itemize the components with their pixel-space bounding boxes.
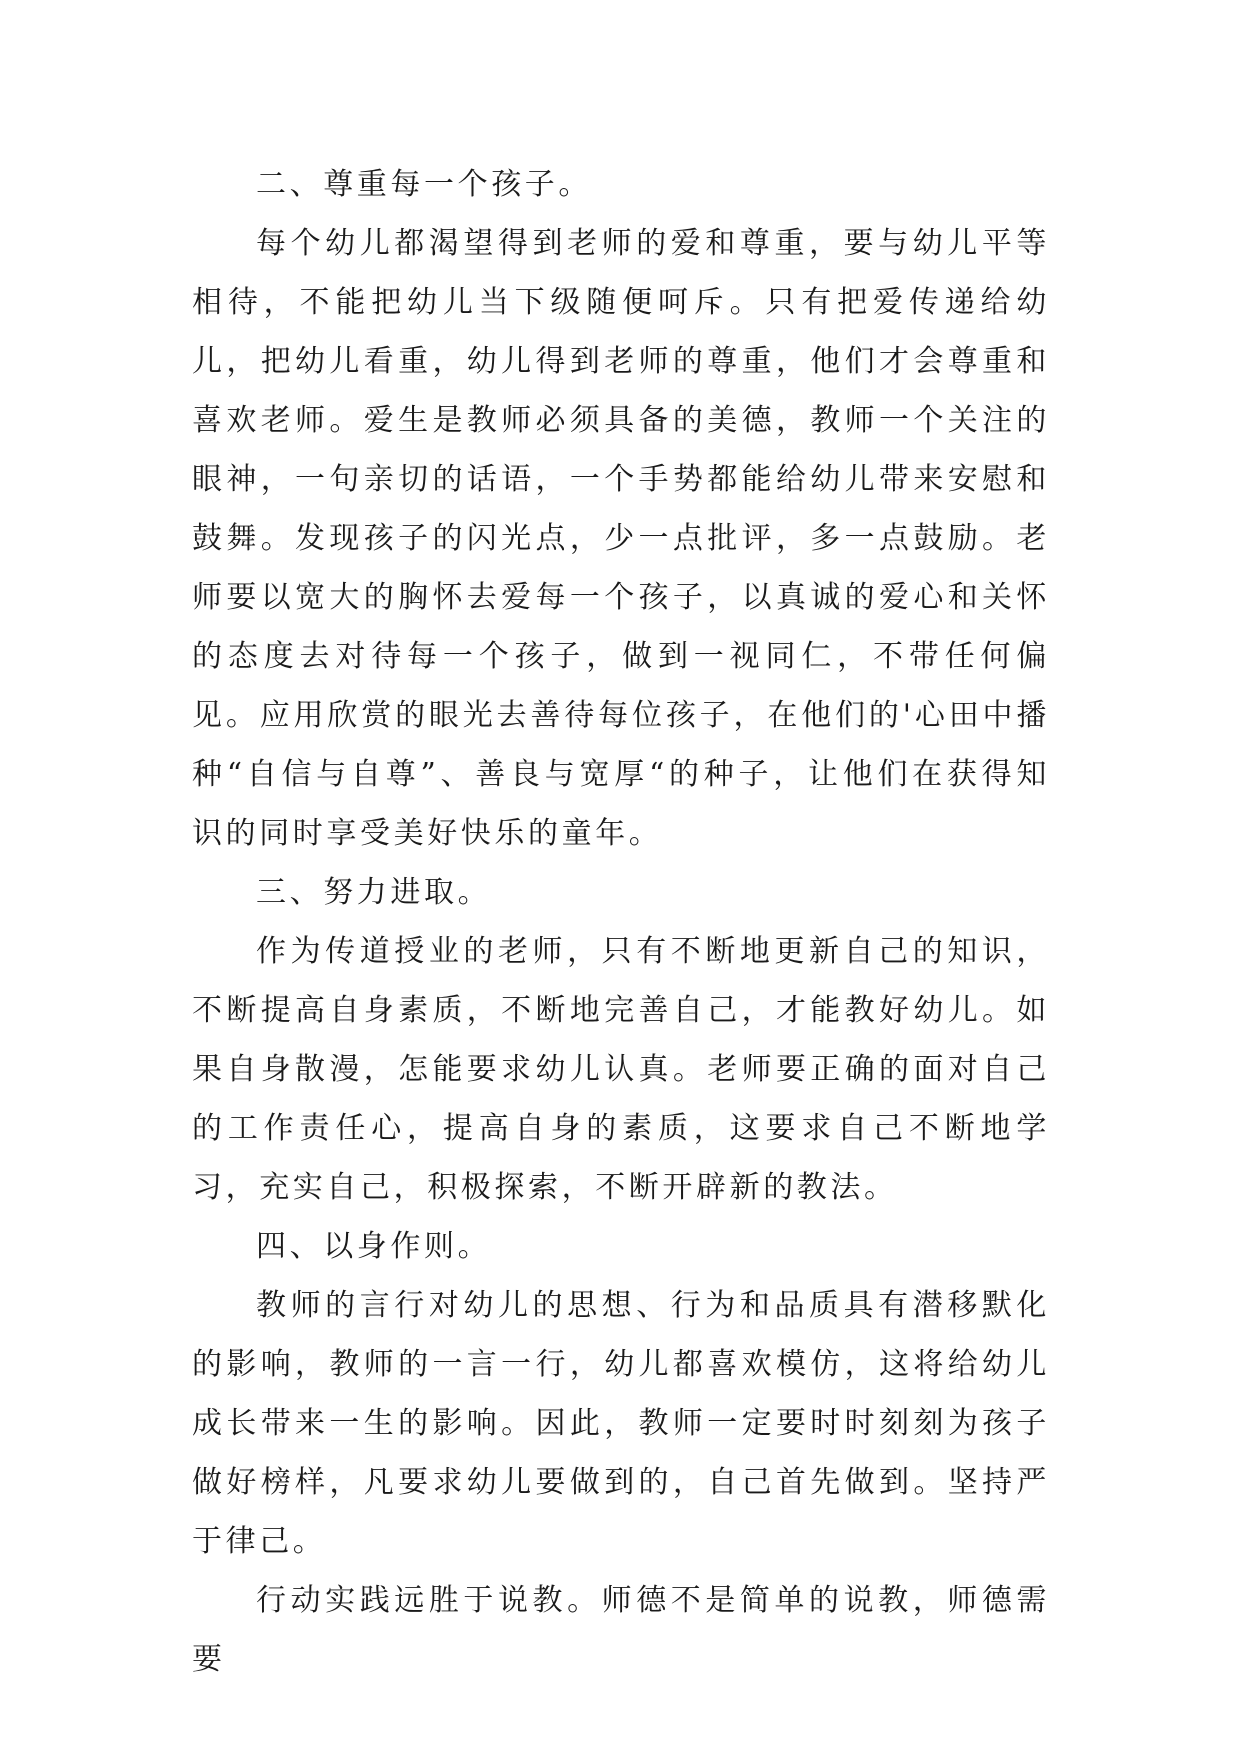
body-paragraph: 每个幼儿都渴望得到老师的爱和尊重，要与幼儿平等相待，不能把幼儿当下级随便呵斥。只有把爱传递给幼儿，把幼儿看重，幼儿得到老师的尊重，他们才会尊重和喜欢老师。爱生是教师必须具备的美德，教师一个关注的眼神，一句亲切的话语，一个手势都能给幼儿带来安慰和鼓舞。发现孩子的闪光点，少一点批评，多一点鼓励。老师要以宽大的胸怀去爱每一个孩子，以真诚的爱心和关怀的态度去对待每一个孩子，做到一视同仁，不带任何偏见。应用欣赏的眼光去善待每位孩子，在他们的'心田中播种“自信与自尊”、善良与宽厚“的种子，让他们在获得知识的同时享受美好快乐的童年。 xyxy=(192,226,1050,851)
section-heading: 三、努力进取。 xyxy=(256,875,492,910)
body-paragraph: 教师的言行对幼儿的思想、行为和品质具有潜移默化的影响，教师的一言一行，幼儿都喜欢模仿，这将给幼儿成长带来一生的影响。因此，教师一定要时时刻刻为孩子做好榜样，凡要求幼儿要做到的，自己首先做到。坚持严于律己。 xyxy=(192,1288,1050,1559)
body-paragraph: 行动实践远胜于说教。师德不是简单的说教，师德需要 xyxy=(192,1583,1050,1677)
document-body xyxy=(192,155,1050,1689)
section-heading: 二、尊重每一个孩子。 xyxy=(256,167,592,202)
body-paragraph: 作为传道授业的老师，只有不断地更新自己的知识，不断提高自身素质，不断地完善自己，才能教好幼儿。如果自身散漫，怎能要求幼儿认真。老师要正确的面对自己的工作责任心，提高自身的素质，这要求自己不断地学习，充实自己，积极探索，不断开辟新的教法。 xyxy=(192,934,1050,1205)
section-heading: 四、以身作则。 xyxy=(256,1229,492,1264)
